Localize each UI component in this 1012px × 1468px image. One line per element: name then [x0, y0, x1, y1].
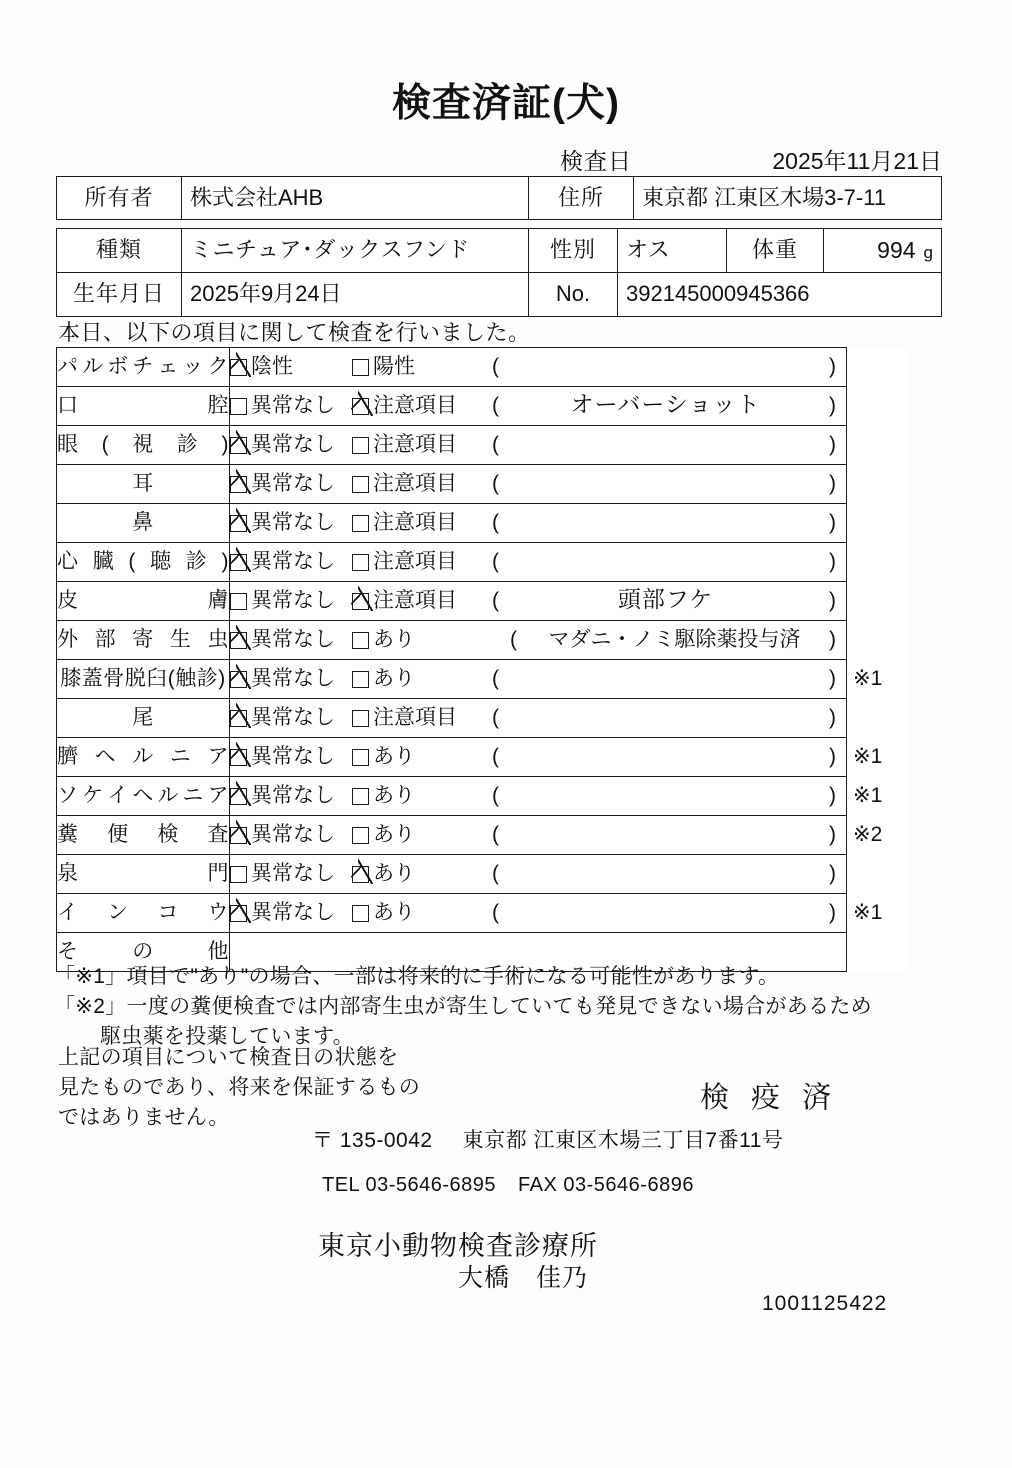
table-row: [57, 543, 908, 582]
checklist-item-label-text: ソ ケ イ ヘ ル ニ ア: [57, 784, 229, 808]
paren-open: (: [492, 511, 499, 535]
page-title: 検査済証(犬): [392, 82, 620, 125]
paren-close: ): [829, 511, 836, 535]
checkbox-option-a[interactable]: [230, 472, 352, 495]
remark-field[interactable]: [492, 706, 846, 729]
sex-label: 性別: [529, 229, 618, 273]
checkbox-option-b[interactable]: [352, 511, 492, 534]
checklist-item-label-text: 鼻: [132, 511, 154, 535]
checklist-item-options: [230, 348, 847, 387]
checklist-item-options: [230, 465, 847, 504]
checklist-item-label: [57, 621, 230, 660]
paren-open: (: [492, 901, 499, 925]
remark-field[interactable]: [492, 355, 846, 378]
checkbox-icon[interactable]: [352, 515, 369, 532]
owner-label: 所有者: [57, 177, 182, 220]
table-row: [57, 465, 908, 504]
checklist-item-label: [57, 894, 230, 933]
checkbox-icon[interactable]: [352, 749, 369, 766]
checkbox-icon[interactable]: [352, 632, 369, 649]
checkbox-option-a[interactable]: [230, 745, 352, 768]
checklist-item-label: [57, 699, 230, 738]
checklist-item-options: [230, 855, 847, 894]
checklist-item-label-text: 膝蓋骨脱臼(触診): [60, 667, 226, 691]
checkbox-icon[interactable]: [230, 866, 247, 883]
postal-code: [312, 1129, 433, 1152]
checkbox-option-label: あり: [373, 862, 415, 886]
checkmark-icon[interactable]: [230, 788, 247, 805]
checklist-item-options: [230, 816, 847, 855]
paren-close: ): [829, 706, 836, 730]
remark-field[interactable]: [492, 862, 846, 885]
weight-value: 994: [877, 236, 916, 263]
checkbox-option-label: 異常なし: [251, 784, 335, 808]
birth-label: 生年月日: [57, 273, 182, 317]
checkmark-icon[interactable]: [352, 866, 369, 883]
checklist-item-options: [230, 543, 847, 582]
footnote-1: 「※1」項目で"あり"の場合、一部は将来的に手術になる可能性があります。: [54, 965, 780, 988]
remark-text: オーバーショット: [570, 392, 761, 419]
remark-field[interactable]: [492, 472, 846, 495]
checkbox-option-label: 注意項目: [373, 511, 457, 535]
footnote-marker: [847, 582, 908, 621]
checkbox-option-label: 陰性: [251, 355, 293, 379]
paren-open: (: [492, 433, 499, 457]
weight-unit: g: [923, 242, 933, 262]
checkbox-icon[interactable]: [352, 554, 369, 571]
checkbox-option-label: 異常なし: [251, 745, 335, 769]
checkbox-option-b[interactable]: [352, 589, 492, 612]
checkbox-option-label: 注意項目: [373, 550, 457, 574]
checkmark-icon[interactable]: [230, 632, 247, 649]
remark-field[interactable]: [492, 901, 846, 924]
checklist-item-label-text: 外 部 寄 生 虫: [57, 628, 229, 652]
clinic-tel: TEL 03-5646-6895: [322, 1174, 497, 1196]
paren-open: (: [492, 550, 499, 574]
checkbox-icon[interactable]: [352, 437, 369, 454]
table-row: [57, 273, 942, 317]
checklist-item-options: [230, 660, 847, 699]
checkbox-option-a[interactable]: [230, 589, 352, 612]
checkbox-option-label: 異常なし: [251, 628, 335, 652]
animal-table: [56, 228, 942, 317]
checkbox-option-label: 異常なし: [251, 472, 335, 496]
checkbox-option-label: 異常なし: [251, 823, 335, 847]
checklist-item-label: [57, 465, 230, 504]
weight-label: 体重: [727, 229, 824, 273]
disclaimer-line-2: 見たものであり、将来を保証するもの: [58, 1075, 421, 1099]
checkbox-option-label: 注意項目: [373, 706, 457, 730]
paren-close: ): [829, 550, 836, 574]
footnote-marker: ※2: [853, 823, 883, 847]
checklist-item-label-text: 耳: [132, 472, 154, 496]
checklist-item-label-text: イ ン コ ウ: [57, 901, 229, 925]
checklist-item-label-text: 眼 ( 視 診 ): [57, 433, 229, 457]
checklist-item-options: [230, 738, 847, 777]
checklist-item-label-text: 糞 便 検 査: [57, 823, 229, 847]
checkbox-option-a[interactable]: [230, 550, 352, 573]
disclaimer-line-3: ではありません。: [58, 1105, 230, 1129]
checkmark-icon[interactable]: [230, 515, 247, 532]
remark-field[interactable]: [492, 393, 846, 418]
checkbox-option-b[interactable]: [352, 472, 492, 495]
checkbox-icon[interactable]: [230, 593, 247, 610]
checkbox-option-b[interactable]: [352, 394, 492, 417]
checkbox-option-b[interactable]: [352, 550, 492, 573]
checklist-item-label: [57, 738, 230, 777]
quarantine-stamp: 検 疫 済: [700, 1082, 839, 1114]
checkbox-option-a[interactable]: [230, 394, 352, 417]
checkmark-icon[interactable]: [230, 671, 247, 688]
checkmark-icon[interactable]: [352, 593, 369, 610]
footnotes: [54, 962, 954, 1051]
checkmark-icon[interactable]: [230, 905, 247, 922]
checkbox-option-label: あり: [373, 901, 415, 925]
checkbox-option-label: 異常なし: [251, 511, 335, 535]
table-row: [57, 816, 908, 855]
checklist-table: [56, 347, 908, 972]
remark-field[interactable]: [492, 511, 846, 534]
footnote-marker: [847, 387, 908, 426]
footnote-marker: [847, 855, 908, 894]
checkbox-option-b[interactable]: [352, 901, 492, 924]
address-value: 東京都 江東区木場3-7-11: [634, 177, 942, 220]
checkbox-option-a[interactable]: [230, 901, 352, 924]
checkbox-icon[interactable]: [230, 398, 247, 415]
checkbox-icon[interactable]: [352, 359, 369, 376]
paren-close: ): [829, 589, 836, 613]
checkbox-option-a[interactable]: [230, 667, 352, 690]
remark-field[interactable]: [492, 784, 846, 807]
checkmark-icon[interactable]: [230, 437, 247, 454]
remark-field[interactable]: [492, 745, 846, 768]
checkbox-option-label: あり: [373, 628, 415, 652]
paren-close: ): [829, 394, 836, 418]
checklist-item-options: [230, 426, 847, 465]
checkbox-option-label: あり: [373, 667, 415, 691]
footnote-marker: ※1: [853, 667, 883, 691]
checkbox-option-b[interactable]: [352, 355, 492, 378]
paren-close: ): [829, 862, 836, 886]
table-row: [57, 738, 908, 777]
footnote-marker: ※1: [853, 745, 883, 769]
checkbox-option-a[interactable]: [230, 628, 352, 651]
clinic-contact-line: [322, 1174, 694, 1197]
table-row: [57, 699, 908, 738]
table-row: [57, 621, 908, 660]
exam-date: [560, 143, 942, 176]
footnote-marker: [847, 465, 908, 504]
paren-open: (: [510, 628, 517, 652]
remark-text: 頭部フケ: [617, 587, 714, 614]
paren-close: ): [829, 355, 836, 379]
checkbox-option-b[interactable]: [352, 433, 492, 456]
remark-field[interactable]: [492, 588, 846, 613]
owner-table: [56, 176, 942, 220]
table-row: [57, 660, 908, 699]
table-row: [57, 177, 942, 220]
checkbox-icon[interactable]: [352, 671, 369, 688]
address-label: 住所: [529, 177, 634, 220]
paren-close: ): [829, 628, 836, 652]
checkbox-option-a[interactable]: [230, 433, 352, 456]
checkbox-option-label: 異常なし: [251, 901, 335, 925]
owner-value: 株式会社AHB: [182, 177, 529, 220]
checkbox-option-b[interactable]: [352, 784, 492, 807]
paren-open: (: [492, 784, 499, 808]
paren-close: ): [829, 745, 836, 769]
checkbox-option-label: 注意項目: [373, 472, 457, 496]
sex-value: オス: [618, 229, 727, 273]
checklist-item-label-text: 尾: [132, 706, 154, 730]
table-row: [57, 387, 908, 426]
paren-open: (: [492, 667, 499, 691]
checklist-item-label: [57, 543, 230, 582]
checkbox-option-label: 異常なし: [251, 433, 335, 457]
paren-open: (: [492, 823, 499, 847]
checkbox-option-label: 異常なし: [251, 706, 335, 730]
checklist-item-label-text: 臍 ヘ ル ニ ア: [57, 745, 229, 769]
clinic-fax: FAX 03-5646-6896: [518, 1174, 694, 1196]
remark-field[interactable]: [492, 823, 846, 846]
checkmark-icon[interactable]: [352, 398, 369, 415]
footnote-marker: [847, 621, 908, 660]
disclaimer-line-1: 上記の項目について検査日の状態を: [58, 1046, 399, 1069]
footnote-marker: ※1: [853, 784, 883, 808]
footnote-marker: [847, 543, 908, 582]
checkbox-option-b[interactable]: [352, 628, 492, 651]
footnote-marker: [847, 348, 908, 387]
paren-open: (: [492, 355, 499, 379]
checklist-item-label: [57, 660, 230, 699]
checkmark-icon[interactable]: [230, 359, 247, 376]
clinic-address-line: [312, 1124, 783, 1154]
remark-field[interactable]: [492, 628, 846, 651]
checkbox-icon[interactable]: [352, 905, 369, 922]
checkmark-icon[interactable]: [230, 554, 247, 571]
paren-open: (: [492, 745, 499, 769]
checkbox-icon[interactable]: [352, 827, 369, 844]
intro-sentence: 本日、以下の項目に関して検査を行いました。: [58, 320, 531, 345]
checklist-item-label: [57, 348, 230, 387]
table-row: [57, 504, 908, 543]
checkbox-option-a[interactable]: [230, 355, 352, 378]
document-number: 1001125422: [762, 1292, 888, 1315]
footnote-marker: [847, 699, 908, 738]
table-row: [57, 582, 908, 621]
checkbox-option-b[interactable]: [352, 823, 492, 846]
checklist-item-options: [230, 621, 847, 660]
checklist-item-label-text: 泉 門: [57, 862, 229, 886]
birth-value: 2025年9月24日: [182, 273, 529, 317]
paren-open: (: [492, 589, 499, 613]
checklist-item-label-text: 口 腔: [57, 394, 229, 418]
checklist-item-label: [57, 387, 230, 426]
checkbox-option-label: 異常なし: [251, 667, 335, 691]
exam-date-label: 検査日: [560, 148, 632, 174]
exam-date-value: 2025年11月21日: [772, 148, 942, 174]
zip-value: 135-0042: [339, 1129, 433, 1152]
kind-label: 種類: [57, 229, 182, 273]
checkbox-option-label: 注意項目: [373, 589, 457, 613]
paren-open: (: [492, 394, 499, 418]
table-row: [57, 348, 908, 387]
footnote-2-line2: 駆虫薬を投薬しています。: [100, 1024, 354, 1048]
checklist-item-label: [57, 855, 230, 894]
veterinarian-name: 大橋 佳乃: [458, 1264, 589, 1292]
paren-close: ): [829, 433, 836, 457]
clinic-address: 東京都 江東区木場三丁目7番11号: [462, 1129, 784, 1152]
paren-open: (: [492, 862, 499, 886]
checkmark-icon[interactable]: [230, 710, 247, 727]
checkbox-option-label: あり: [373, 745, 415, 769]
checkmark-icon[interactable]: [230, 827, 247, 844]
checklist-item-options: [230, 387, 847, 426]
checkbox-option-label: 異常なし: [251, 394, 335, 418]
checklist-item-label-text: パ ル ボ チ ェ ッ ク: [57, 355, 229, 379]
checkbox-option-b[interactable]: [352, 667, 492, 690]
table-row: [57, 855, 908, 894]
checkbox-option-label: 陽性: [373, 355, 415, 379]
checkbox-option-a[interactable]: [230, 862, 352, 885]
remark-field[interactable]: [492, 550, 846, 573]
checkbox-option-b[interactable]: [352, 745, 492, 768]
checklist-item-label: [57, 582, 230, 621]
no-label: No.: [529, 273, 618, 317]
footnote-2-line1: 「※2」一度の糞便検査では内部寄生虫が寄生していても発見できない場合があるため: [54, 994, 872, 1018]
checkbox-icon[interactable]: [352, 710, 369, 727]
remark-field[interactable]: [492, 667, 846, 690]
table-row: [57, 229, 942, 273]
table-row: [57, 426, 908, 465]
paren-close: ): [829, 667, 836, 691]
checklist-item-options: [230, 699, 847, 738]
paren-close: ): [829, 823, 836, 847]
checkbox-option-a[interactable]: [230, 823, 352, 846]
footnote-marker: [847, 504, 908, 543]
checklist-item-label: [57, 504, 230, 543]
paren-open: (: [492, 706, 499, 730]
checkbox-option-label: 注意項目: [373, 394, 457, 418]
paren-close: ): [829, 472, 836, 496]
checklist-item-options: [230, 582, 847, 621]
checklist-item-label-text: 皮 膚: [57, 589, 229, 613]
checkbox-option-label: あり: [373, 823, 415, 847]
checkmark-icon[interactable]: [230, 476, 247, 493]
checkbox-option-label: 異常なし: [251, 550, 335, 574]
checkbox-option-a[interactable]: [230, 511, 352, 534]
table-row: [57, 894, 908, 933]
checkbox-icon[interactable]: [352, 476, 369, 493]
checklist-item-label: [57, 426, 230, 465]
postal-mark-icon: 〒: [312, 1129, 334, 1152]
checklist-item-options: [230, 504, 847, 543]
checkbox-option-a[interactable]: [230, 706, 352, 729]
checklist-item-label-text: 心 臓 ( 聴 診 ): [57, 550, 229, 574]
checklist-item-options: [230, 894, 847, 933]
footnote-marker: [847, 426, 908, 465]
checklist-item-label: [57, 777, 230, 816]
checkbox-icon[interactable]: [352, 788, 369, 805]
clinic-name: 東京小動物検査診療所: [318, 1231, 598, 1261]
checkbox-option-label: 異常なし: [251, 862, 335, 886]
checkbox-option-a[interactable]: [230, 784, 352, 807]
remark-field[interactable]: [492, 433, 846, 456]
checkbox-option-label: あり: [373, 784, 415, 808]
checkbox-option-label: 異常なし: [251, 589, 335, 613]
remark-text: マダニ・ノミ駆除薬投与済: [548, 628, 801, 652]
disclaimer: [58, 1043, 420, 1132]
kind-value: ミニチュア･ダックスフンド: [182, 229, 529, 273]
paren-open: (: [492, 472, 499, 496]
checklist-item-label: [57, 816, 230, 855]
paren-close: ): [829, 784, 836, 808]
checkbox-option-label: 注意項目: [373, 433, 457, 457]
weight-value-cell: [824, 229, 942, 273]
checklist-item-options: [230, 777, 847, 816]
checkmark-icon[interactable]: [230, 749, 247, 766]
checkbox-option-b[interactable]: [352, 706, 492, 729]
footnote-marker: ※1: [853, 901, 883, 925]
table-row: [57, 777, 908, 816]
checkbox-option-b[interactable]: [352, 862, 492, 885]
paren-close: ): [829, 901, 836, 925]
checklist-item-label-text: そ の 他: [57, 940, 229, 964]
no-value: 392145000945366: [618, 273, 942, 317]
